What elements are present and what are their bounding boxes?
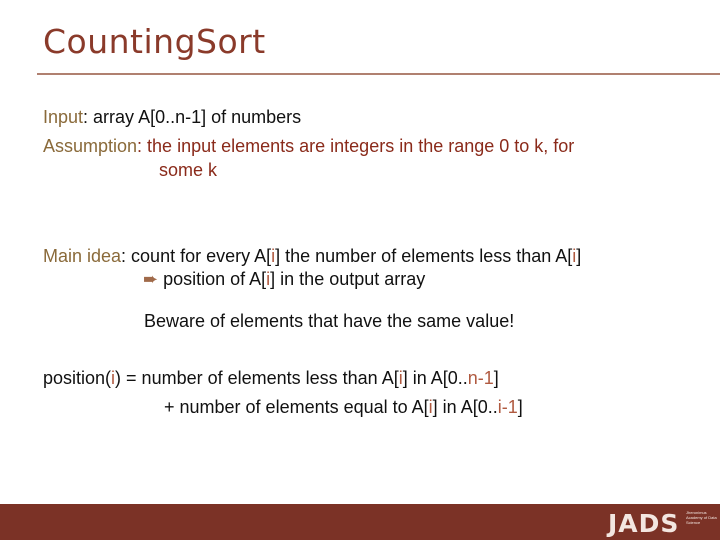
main-idea-text-b: ] the number of elements less than A[ xyxy=(275,246,573,266)
formula-line-1 xyxy=(43,367,499,389)
formula2-text-c: ] xyxy=(517,397,523,417)
formula1-text-a: position( xyxy=(43,368,112,388)
assumption-line xyxy=(43,135,574,157)
formula2-text-b: ] in A[0.. xyxy=(432,397,498,417)
formula1-text-d: ] xyxy=(493,368,499,388)
main-idea-line xyxy=(43,245,581,267)
assumption-label: Assumption xyxy=(43,136,138,156)
index-i: i xyxy=(111,368,116,388)
main-idea-label: Main idea xyxy=(43,246,122,266)
index-i: i xyxy=(266,269,271,289)
index-i: i xyxy=(271,246,276,266)
assumption-text: : the input elements are integers in the range 0 to k, for xyxy=(137,136,575,156)
input-label: Input xyxy=(43,107,84,127)
position-text-a: position of A[ xyxy=(158,269,267,289)
jads-logo: JADS xyxy=(608,509,680,538)
position-line xyxy=(143,268,425,290)
index-i: i xyxy=(572,246,577,266)
index-i: i xyxy=(398,368,403,388)
formula1-text-b: ) = number of elements less than A[ xyxy=(115,368,399,388)
formula-line-2 xyxy=(164,396,523,418)
index-i: i xyxy=(428,397,433,417)
main-idea-text-a: : count for every A[ xyxy=(121,246,272,266)
index-i-minus-1: i-1 xyxy=(497,397,518,417)
main-idea-text-c: ] xyxy=(576,246,582,266)
assumption-continuation: some k xyxy=(159,160,218,180)
formula2-text-a: + number of elements equal to A[ xyxy=(164,397,429,417)
index-n-minus-1: n-1 xyxy=(467,368,494,388)
slide-title: CountingSort xyxy=(43,22,266,61)
beware-line: Beware of elements that have the same value! xyxy=(144,311,515,331)
title-divider xyxy=(37,73,720,75)
input-line xyxy=(43,106,301,128)
position-text-b: ] in the output array xyxy=(270,269,426,289)
formula1-text-c: ] in A[0.. xyxy=(402,368,468,388)
input-text: : array A[0..n-1] of numbers xyxy=(83,107,302,127)
arrow-icon: ➨ xyxy=(143,269,159,289)
jads-logo-subtitle: Jheronimus Academy of Data Science xyxy=(686,510,717,525)
